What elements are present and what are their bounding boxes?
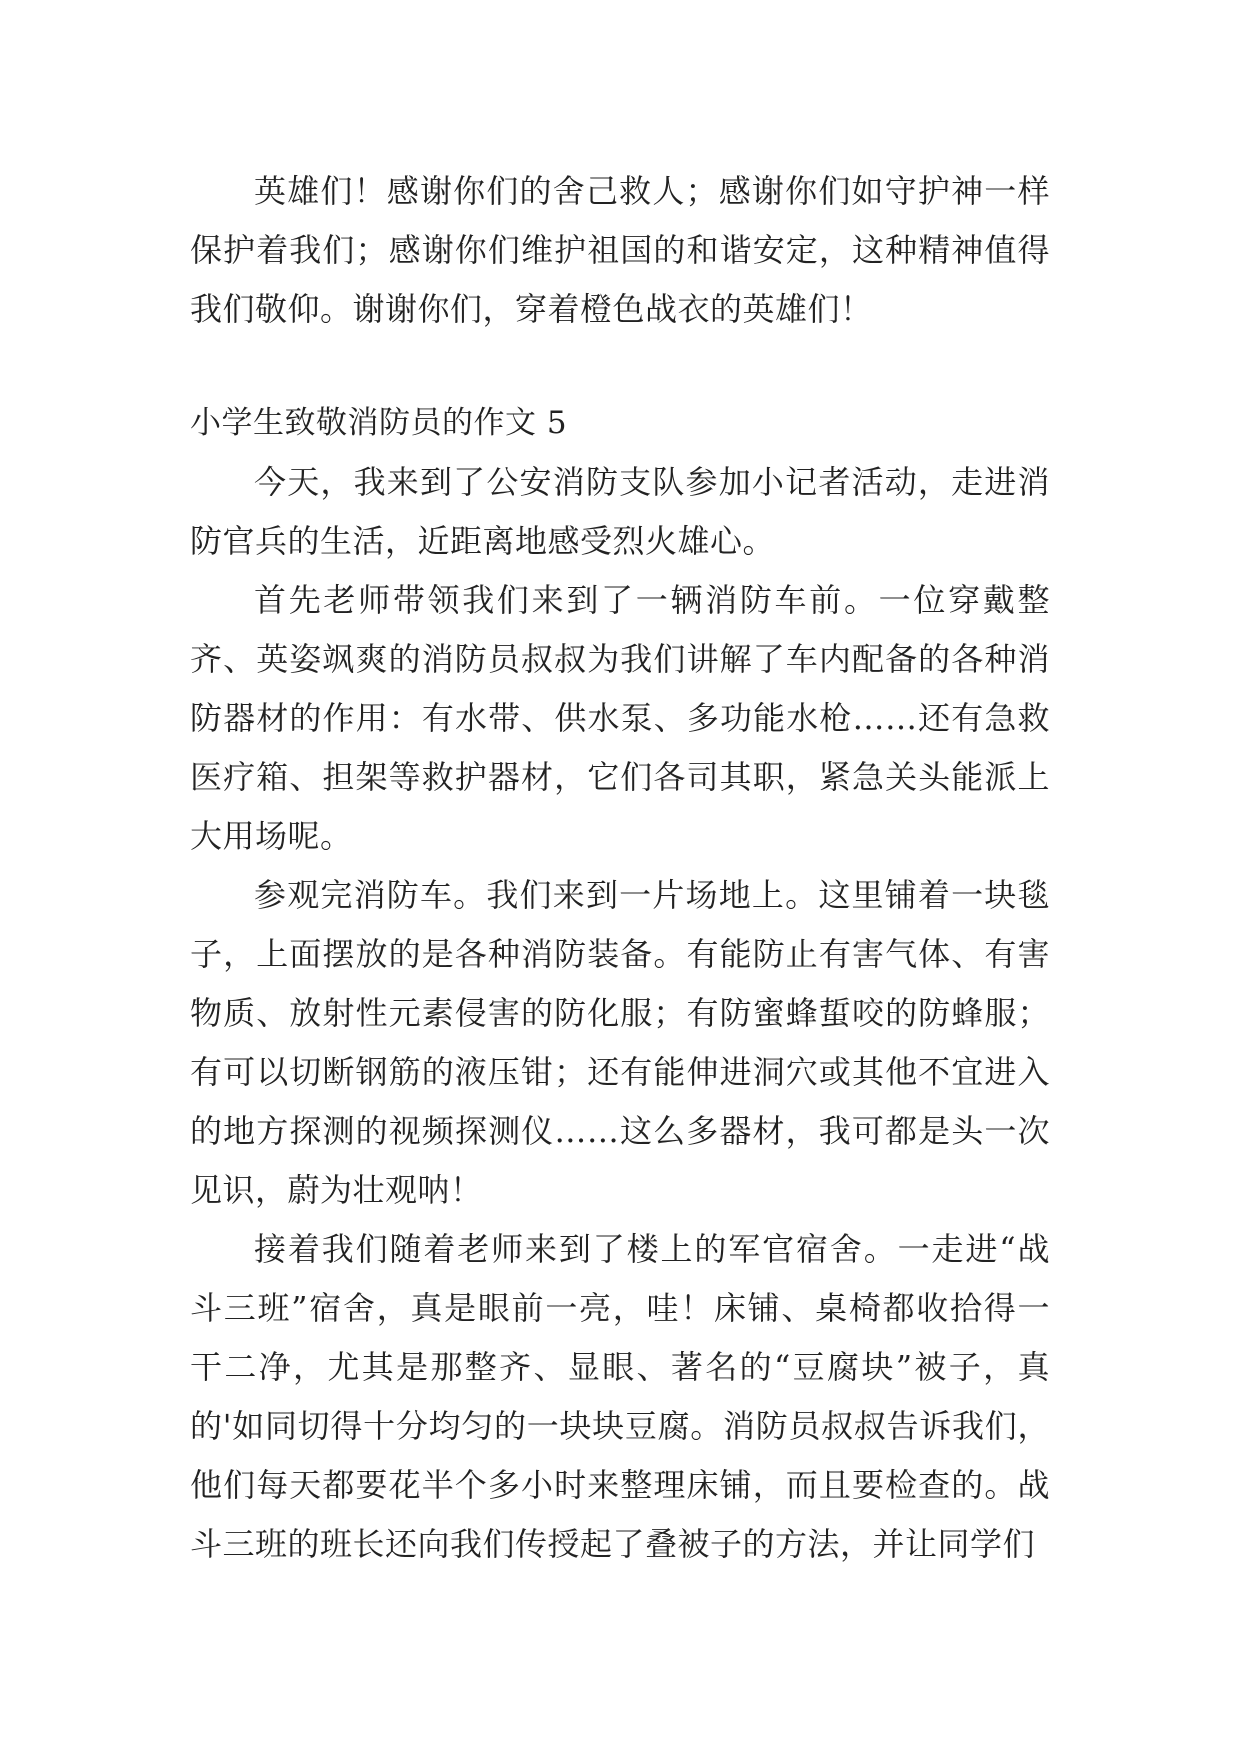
body-paragraph-4: 接着我们随着老师来到了楼上的军官宿舍。一走进“战斗三班”宿舍，真是眼前一亮，哇！床铺、桌椅都收拾得一干二净，尤其是那整齐、显眼、著名的“豆腐块”被子，真的'如同切得十分均匀的一块块豆腐。消防员叔叔告诉我们，他们每天都要花半个多小时来整理床铺，而且要检查的。战斗三班的班长还向我们传授起了叠被子的方法，并让同学们 [190,1230,1050,1563]
body-paragraph-2: 首先老师带领我们来到了一辆消防车前。一位穿戴整齐、英姿飒爽的消防员叔叔为我们讲解了车内配备的各种消防器材的作用：有水带、供水泵、多功能水枪……还有急救医疗箱、担架等救护器材，它们各司其职，紧急关头能派上大用场呢。 [190,581,1050,855]
essay-heading: 小学生致敬消防员的作文 5 [190,405,568,441]
document-body [190,162,1050,1574]
body-paragraph-3: 参观完消防车。我们来到一片场地上。这里铺着一块毯子，上面摆放的是各种消防装备。有能防止有害气体、有害物质、放射性元素侵害的防化服；有防蜜蜂蜇咬的防蜂服；有可以切断钢筋的液压钳；还有能伸进洞穴或其他不宜进入的地方探测的视频探测仪……这么多器材，我可都是头一次见识，蔚为壮观呐！ [190,876,1050,1209]
body-paragraph-1: 今天，我来到了公安消防支队参加小记者活动，走进消防官兵的生活，近距离地感受烈火雄心。 [190,463,1050,560]
intro-paragraph: 英雄们！感谢你们的舍己救人；感谢你们如守护神一样保护着我们；感谢你们维护祖国的和谐安定，这种精神值得我们敬仰。谢谢你们，穿着橙色战衣的英雄们！ [190,172,1050,328]
